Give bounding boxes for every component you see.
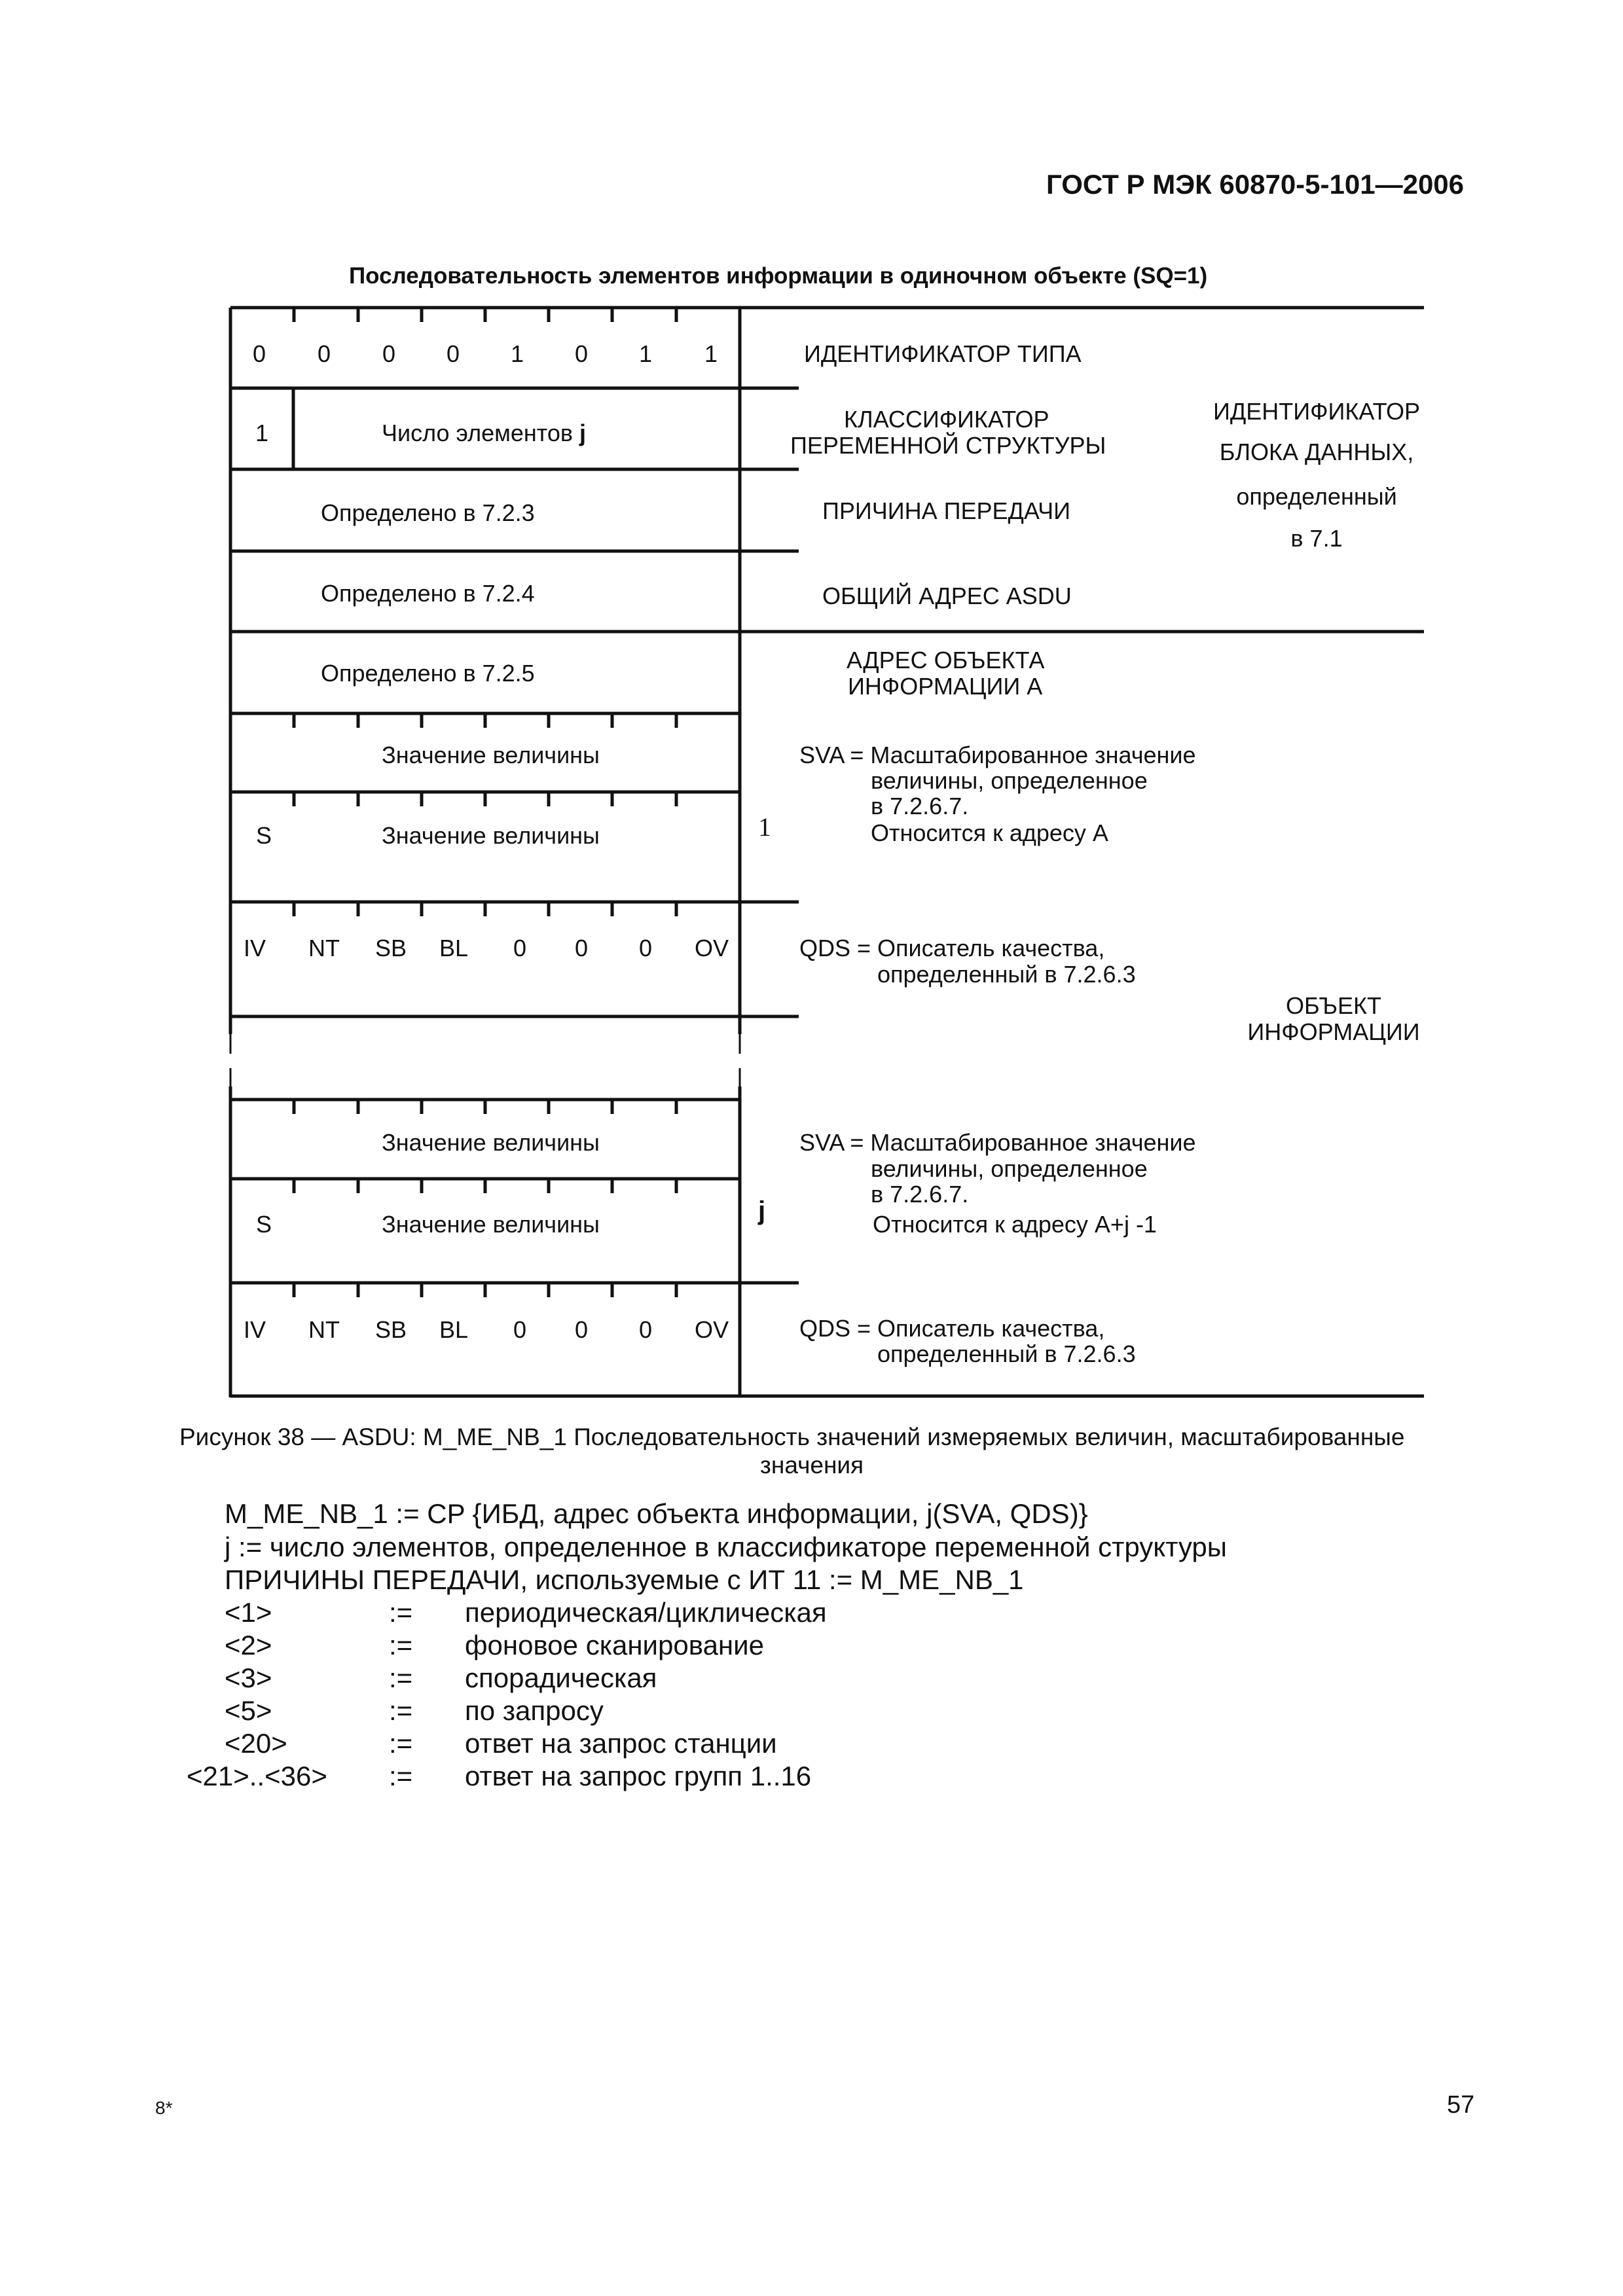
info-object-label-line: ОБЪЕКТ [1286,992,1381,1019]
info-object-label-line: ИНФОРМАЦИИ [1247,1018,1420,1045]
sva-description-line: в 7.2.6.7. [871,1181,969,1208]
qds-description-line: QDS = Описатель качества, [799,1315,1105,1342]
cause-text: фоновое сканирование [465,1630,764,1660]
value-label: Значение величины [382,822,600,849]
cause-code: <20> [225,1728,287,1759]
cause-text: периодическая/циклическая [465,1597,827,1628]
asdu-definition: M_ME_NB_1 := CP {ИБД, адрес объекта информации, j(SVA, QDS)} [225,1498,1088,1529]
type-id-label: ИДЕНТИФИКАТОР ТИПА [804,340,1082,367]
qds-bit: NT [308,935,340,961]
number-of-elements-label: Число элементов j [382,420,587,446]
common-address-definition: Определено в 7.2.4 [321,580,535,607]
group-index: j [758,1196,766,1225]
dui-label-line: в 7.1 [1290,525,1343,552]
ioa-definition: Определено в 7.2.5 [321,660,535,687]
figure-caption: значения [759,1452,864,1479]
qds-bit: IV [243,1316,266,1343]
vsq-label-line: КЛАССИФИКАТОР [844,406,1049,433]
qds-bit: SB [374,935,407,961]
value-label: Значение величины [382,1129,600,1156]
cause-op: := [389,1728,413,1759]
qds-bit: 0 [513,1316,527,1343]
cause-op: := [389,1695,413,1726]
type-id-bit: 1 [510,340,524,367]
qds-bit: NT [308,1316,340,1343]
qds-description-line: определенный в 7.2.6.3 [877,1340,1136,1367]
cause-text: спорадическая [465,1662,657,1693]
dui-label-line: определенный [1236,483,1397,510]
standard-designation: ГОСТ Р МЭК 60870-5-101—2006 [1046,169,1465,200]
qds-bit: IV [243,935,266,961]
cot-definition: Определено в 7.2.3 [321,499,535,526]
causes-heading: ПРИЧИНЫ ПЕРЕДАЧИ, используемые с ИТ 11 := M_ME_NB_1 [225,1564,1024,1595]
dui-label-line: БЛОКА ДАННЫХ, [1219,439,1414,465]
sva-description-line: величины, определенное [871,1155,1148,1182]
cause-op: := [389,1597,413,1628]
cause-code: <2> [225,1630,272,1660]
value-label: Значение величины [382,1211,600,1238]
ioa-label-line: ИНФОРМАЦИИ А [848,673,1043,700]
page-number: 57 [1447,2091,1475,2119]
sign-bit: S [255,1211,272,1238]
sva-description-line: в 7.2.6.7. [871,793,969,819]
type-id-bit: 0 [382,340,396,367]
type-id-bit: 0 [446,340,460,367]
dui-label-line: ИДЕНТИФИКАТОР [1213,398,1420,425]
common-address-label: ОБЩИЙ АДРЕС ASDU [822,583,1072,609]
qds-description-line: определенный в 7.2.6.3 [877,961,1136,988]
qds-bit: 0 [574,1316,589,1343]
cause-text: ответ на запрос групп 1..16 [465,1761,812,1791]
type-id-bit: 0 [252,340,266,367]
qds-bit: 0 [638,935,653,961]
diagram-title: Последовательность элементов информации в одиночном объекте (SQ=1) [349,263,1208,289]
sva-description-line: величины, определенное [871,767,1148,794]
type-id-bit: 0 [317,340,331,367]
cause-text: по запросу [465,1695,604,1726]
cause-op: := [389,1662,413,1693]
j-definition: j := число элементов, определенное в классификаторе переменной структуры [225,1532,1227,1562]
sva-description-line: SVA = Масштабированное значение [799,1129,1196,1156]
vsq-label-line: ПЕРЕМЕННОЙ СТРУКТУРЫ [790,432,1106,459]
qds-bit: BL [439,1316,469,1343]
qds-bit: OV [694,1316,729,1343]
cause-code: <5> [225,1695,272,1726]
type-id-bit: 1 [704,340,718,367]
qds-bit: 0 [638,1316,653,1343]
qds-bit: OV [694,935,729,961]
cause-op: := [389,1630,413,1660]
sq-bit: 1 [255,420,269,446]
sva-description-line: Относится к адресу А [871,819,1108,846]
ioa-label-line: АДРЕС ОБЪЕКТА [847,647,1045,673]
sign-bit: S [255,822,272,849]
type-id-bit: 1 [638,340,653,367]
sva-description-line: Относится к адресу А+j -1 [873,1211,1157,1238]
cause-op: := [389,1761,413,1791]
signature-mark: 8* [155,2098,173,2118]
group-index: 1 [758,812,771,842]
cause-code: <3> [225,1662,272,1693]
sva-description-line: SVA = Масштабированное значение [799,742,1196,768]
qds-bit: 0 [513,935,527,961]
qds-bit: 0 [574,935,589,961]
qds-bit: BL [439,935,469,961]
qds-bit: SB [374,1316,407,1343]
cot-label: ПРИЧИНА ПЕРЕДАЧИ [822,497,1071,524]
figure-caption: Рисунок 38 — ASDU: M_ME_NB_1 Последовательность значений измеряемых величин, масштабированные [179,1424,1405,1450]
cause-text: ответ на запрос станции [465,1728,777,1759]
cause-code: <21>..<36> [187,1761,327,1791]
qds-description-line: QDS = Описатель качества, [799,935,1105,961]
type-id-bit: 0 [574,340,589,367]
cause-code: <1> [225,1597,272,1628]
value-label: Значение величины [382,742,600,768]
